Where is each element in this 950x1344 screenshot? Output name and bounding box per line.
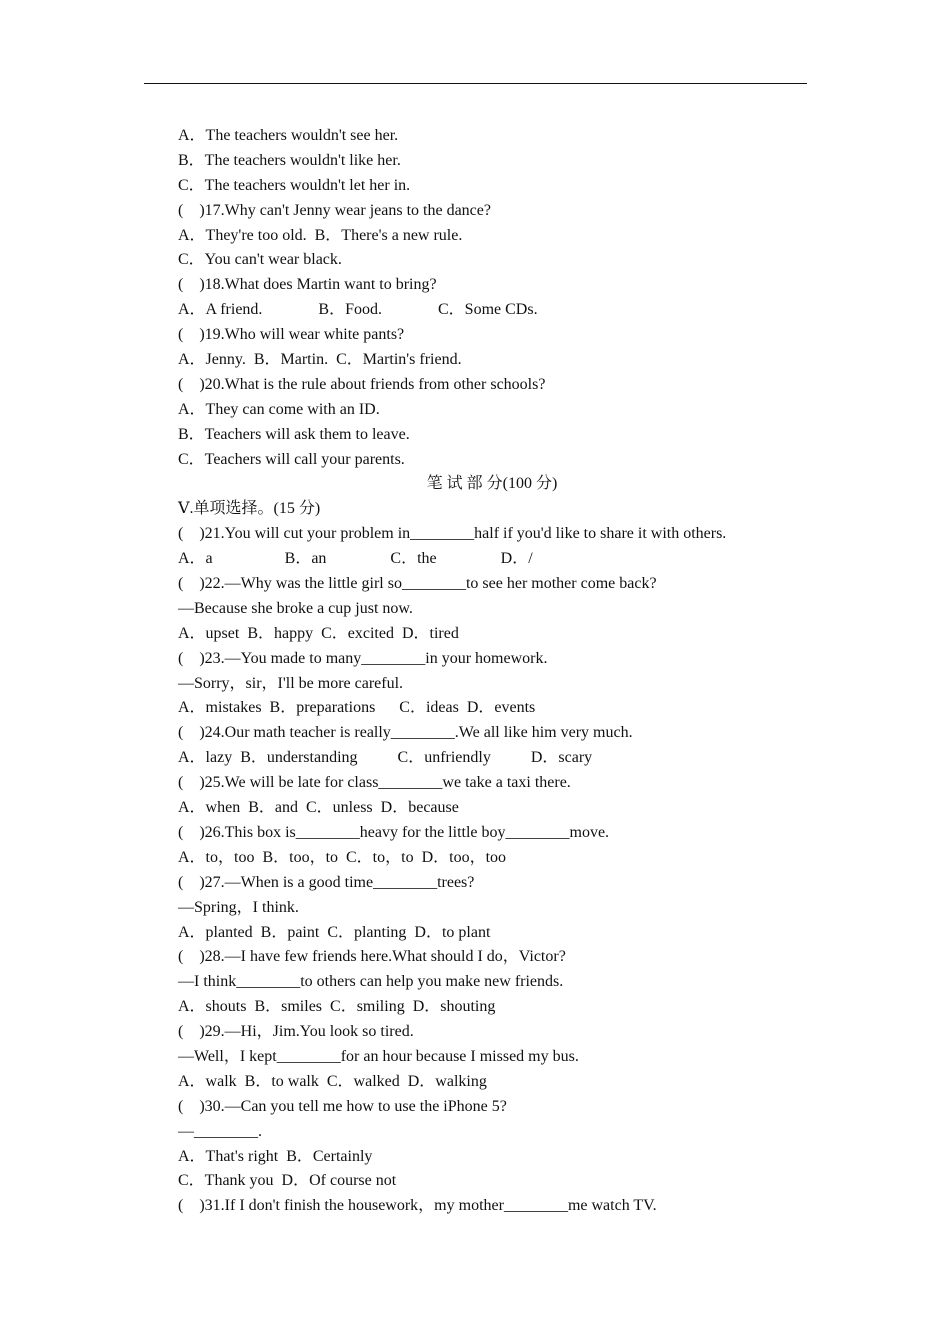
- text-line: A．planted B．paint C．planting D．to plant: [178, 923, 491, 941]
- text-line: A．That's right B．Certainly: [178, 1147, 373, 1165]
- text-line: —Spring，I think.: [178, 898, 299, 916]
- text-line: ( )28.—I have few friends here.What should I do，Victor?: [178, 948, 566, 966]
- text-line: C．The teachers wouldn't let her in.: [178, 176, 411, 194]
- text-line: ( )25.We will be late for class________we take a taxi there.: [178, 774, 571, 792]
- text-line: C．Teachers will call your parents.: [178, 450, 405, 468]
- text-line: A．mistakes B．preparations C．ideas D．events: [178, 699, 536, 717]
- text-line: A．Jenny. B．Martin. C．Martin's friend.: [178, 351, 462, 369]
- text-line: ( )21.You will cut your problem in________half if you'd like to share it with others.: [178, 525, 727, 543]
- text-line: A．a B．an C．the D．/: [178, 550, 533, 568]
- text-line: A．lazy B．understanding C．unfriendly D．scary: [178, 749, 593, 767]
- text-line: —I think________to others can help you make new friends.: [178, 973, 564, 991]
- text-line: ( )27.—When is a good time________trees?: [178, 873, 475, 891]
- text-line: ( )30.—Can you tell me how to use the iPhone 5?: [178, 1097, 507, 1115]
- text-line: A．They can come with an ID.: [178, 400, 380, 418]
- text-line: —________.: [178, 1122, 262, 1140]
- text-line: A．They're too old. B．There's a new rule.: [178, 226, 463, 244]
- text-line: —Well，I kept________for an hour because I missed my bus.: [178, 1047, 579, 1065]
- text-line: ( )23.—You made to many________in your homework.: [178, 649, 548, 667]
- text-line: Ⅴ.单项选择。(15 分): [178, 500, 321, 518]
- text-line: —Because she broke a cup just now.: [178, 599, 413, 617]
- text-line: B．Teachers will ask them to leave.: [178, 425, 410, 443]
- text-line: B．The teachers wouldn't like her.: [178, 151, 401, 169]
- text-line: A．shouts B．smiles C．smiling D．shouting: [178, 998, 496, 1016]
- text-line: C．Thank you D．Of course not: [178, 1172, 397, 1190]
- text-line: A．A friend. B．Food. C．Some CDs.: [178, 301, 538, 319]
- text-line: —Sorry，sir，I'll be more careful.: [178, 674, 404, 692]
- section-heading: 笔 试 部 分(100 分): [426, 475, 558, 493]
- text-line: C．You can't wear black.: [178, 251, 342, 269]
- text-line: ( )29.—Hi，Jim.You look so tired.: [178, 1023, 414, 1041]
- text-line: A．to，too B．too，to C．to，to D．too，too: [178, 848, 507, 866]
- text-line: A．The teachers wouldn't see her.: [178, 127, 399, 144]
- text-line: ( )26.This box is________heavy for the little boy________move.: [178, 823, 610, 841]
- text-line: ( )17.Why can't Jenny wear jeans to the dance?: [178, 201, 491, 219]
- text-line: ( )19.Who will wear white pants?: [178, 326, 405, 344]
- text-line: ( )31.If I don't finish the housework，my mother________me watch TV.: [178, 1197, 657, 1215]
- text-line: ( )18.What does Martin want to bring?: [178, 276, 437, 294]
- document-body: [178, 124, 818, 1219]
- text-line: A．when B．and C．unless D．because: [178, 799, 459, 817]
- header-rule: [144, 83, 807, 84]
- text-line: ( )24.Our math teacher is really________.We all like him very much.: [178, 724, 633, 742]
- text-line: A．upset B．happy C．excited D．tired: [178, 624, 459, 642]
- text-line: ( )22.—Why was the little girl so________to see her mother come back?: [178, 575, 657, 593]
- text-line: ( )20.What is the rule about friends from other schools?: [178, 375, 546, 393]
- text-line: A．walk B．to walk C．walked D．walking: [178, 1072, 487, 1090]
